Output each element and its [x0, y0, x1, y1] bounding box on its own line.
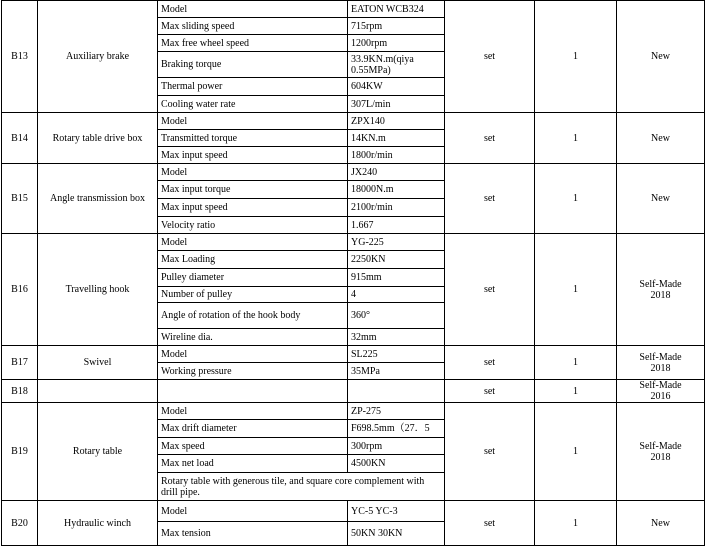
table-row — [2, 1, 705, 18]
spec-parameter: Model — [158, 113, 348, 130]
item-name: Hydraulic winch — [38, 501, 158, 546]
item-unit: set — [445, 501, 535, 546]
spec-parameter: Transmitted torque — [158, 130, 348, 147]
spec-value: 1800r/min — [348, 147, 445, 164]
spec-value — [348, 380, 445, 403]
item-quantity: 1 — [535, 380, 617, 403]
spec-value: ZP-275 — [348, 403, 445, 420]
spec-parameter: Model — [158, 346, 348, 363]
item-unit: set — [445, 380, 535, 403]
spec-parameter: Model — [158, 1, 348, 18]
item-name: Rotary table drive box — [38, 113, 158, 164]
item-name: Angle transmission box — [38, 164, 158, 234]
equipment-spec-table — [1, 0, 705, 546]
spec-parameter: Working pressure — [158, 363, 348, 380]
item-quantity: 1 — [535, 164, 617, 234]
spec-value: 35MPa — [348, 363, 445, 380]
item-unit: set — [445, 346, 535, 380]
spec-value: ZPX140 — [348, 113, 445, 130]
item-number: B20 — [2, 501, 38, 546]
spec-value: YC-5 YC-3 — [348, 501, 445, 522]
item-status: Self-Made 2018 — [617, 234, 705, 346]
spec-parameter: Model — [158, 403, 348, 420]
item-unit: set — [445, 164, 535, 234]
spec-value: 1200rpm — [348, 35, 445, 52]
item-name — [38, 380, 158, 403]
spec-parameter: Max input torque — [158, 181, 348, 199]
spec-value: 2250KN — [348, 251, 445, 269]
item-name: Travelling hook — [38, 234, 158, 346]
table-row — [2, 346, 705, 363]
spec-parameter: Max speed — [158, 438, 348, 455]
item-status: New — [617, 113, 705, 164]
spec-value: EATON WCB324 — [348, 1, 445, 18]
spec-parameter: Max input speed — [158, 147, 348, 164]
item-number: B19 — [2, 403, 38, 501]
spec-value: 1.667 — [348, 217, 445, 234]
item-quantity: 1 — [535, 346, 617, 380]
item-number: B16 — [2, 234, 38, 346]
spec-value: 4 — [348, 287, 445, 303]
spec-value: JX240 — [348, 164, 445, 181]
spec-parameter: Max free wheel speed — [158, 35, 348, 52]
item-status: New — [617, 1, 705, 113]
spec-value: SL225 — [348, 346, 445, 363]
spec-parameter: Pulley diameter — [158, 269, 348, 287]
spec-parameter: Velocity ratio — [158, 217, 348, 234]
spec-parameter: Max drift diameter — [158, 420, 348, 438]
spec-parameter: Max tension — [158, 522, 348, 546]
item-number: B17 — [2, 346, 38, 380]
item-quantity: 1 — [535, 1, 617, 113]
spec-parameter: Max sliding speed — [158, 18, 348, 35]
spec-parameter: Thermal power — [158, 78, 348, 96]
spec-parameter: Angle of rotation of the hook body — [158, 303, 348, 329]
spec-parameter: Max net load — [158, 455, 348, 473]
spec-value: 604KW — [348, 78, 445, 96]
spec-value: 4500KN — [348, 455, 445, 473]
spec-value: YG-225 — [348, 234, 445, 251]
spec-value: 300rpm — [348, 438, 445, 455]
item-quantity: 1 — [535, 234, 617, 346]
spec-value: 915mm — [348, 269, 445, 287]
table-row — [2, 501, 705, 522]
table-row — [2, 403, 705, 420]
item-unit: set — [445, 1, 535, 113]
spec-note: Rotary table with generous tile, and square core complement with drill pipe. — [158, 473, 445, 501]
item-quantity: 1 — [535, 113, 617, 164]
spec-parameter: Model — [158, 234, 348, 251]
item-number: B15 — [2, 164, 38, 234]
spec-parameter: Max Loading — [158, 251, 348, 269]
item-unit: set — [445, 234, 535, 346]
item-unit: set — [445, 113, 535, 164]
spec-value: 18000N.m — [348, 181, 445, 199]
item-status: Self-Made 2016 — [617, 380, 705, 403]
spec-value: 14KN.m — [348, 130, 445, 147]
item-status: Self-Made 2018 — [617, 346, 705, 380]
item-name: Swivel — [38, 346, 158, 380]
table-row — [2, 234, 705, 251]
item-number: B14 — [2, 113, 38, 164]
item-number: B18 — [2, 380, 38, 403]
table-row — [2, 113, 705, 130]
spec-parameter: Model — [158, 501, 348, 522]
item-name: Auxiliary brake — [38, 1, 158, 113]
spec-parameter: Cooling water rate — [158, 96, 348, 113]
table-row — [2, 380, 705, 403]
spec-value: 307L/min — [348, 96, 445, 113]
spec-parameter — [158, 380, 348, 403]
spec-value: 715rpm — [348, 18, 445, 35]
spec-value: F698.5mm（27．5 — [348, 420, 445, 438]
item-status: New — [617, 501, 705, 546]
item-number: B13 — [2, 1, 38, 113]
spec-parameter: Max input speed — [158, 199, 348, 217]
item-quantity: 1 — [535, 501, 617, 546]
spec-value: 32mm — [348, 329, 445, 346]
spec-parameter: Model — [158, 164, 348, 181]
item-status: New — [617, 164, 705, 234]
item-quantity: 1 — [535, 403, 617, 501]
table-row — [2, 164, 705, 181]
spec-value: 2100r/min — [348, 199, 445, 217]
table-body — [2, 1, 705, 546]
spec-parameter: Number of pulley — [158, 287, 348, 303]
item-name: Rotary table — [38, 403, 158, 501]
spec-parameter: Braking torque — [158, 52, 348, 78]
spec-value: 33.9KN.m(qiya 0.55MPa) — [348, 52, 445, 78]
spec-value: 50KN 30KN — [348, 522, 445, 546]
item-unit: set — [445, 403, 535, 501]
spec-value: 360° — [348, 303, 445, 329]
item-status: Self-Made 2018 — [617, 403, 705, 501]
spec-parameter: Wireline dia. — [158, 329, 348, 346]
